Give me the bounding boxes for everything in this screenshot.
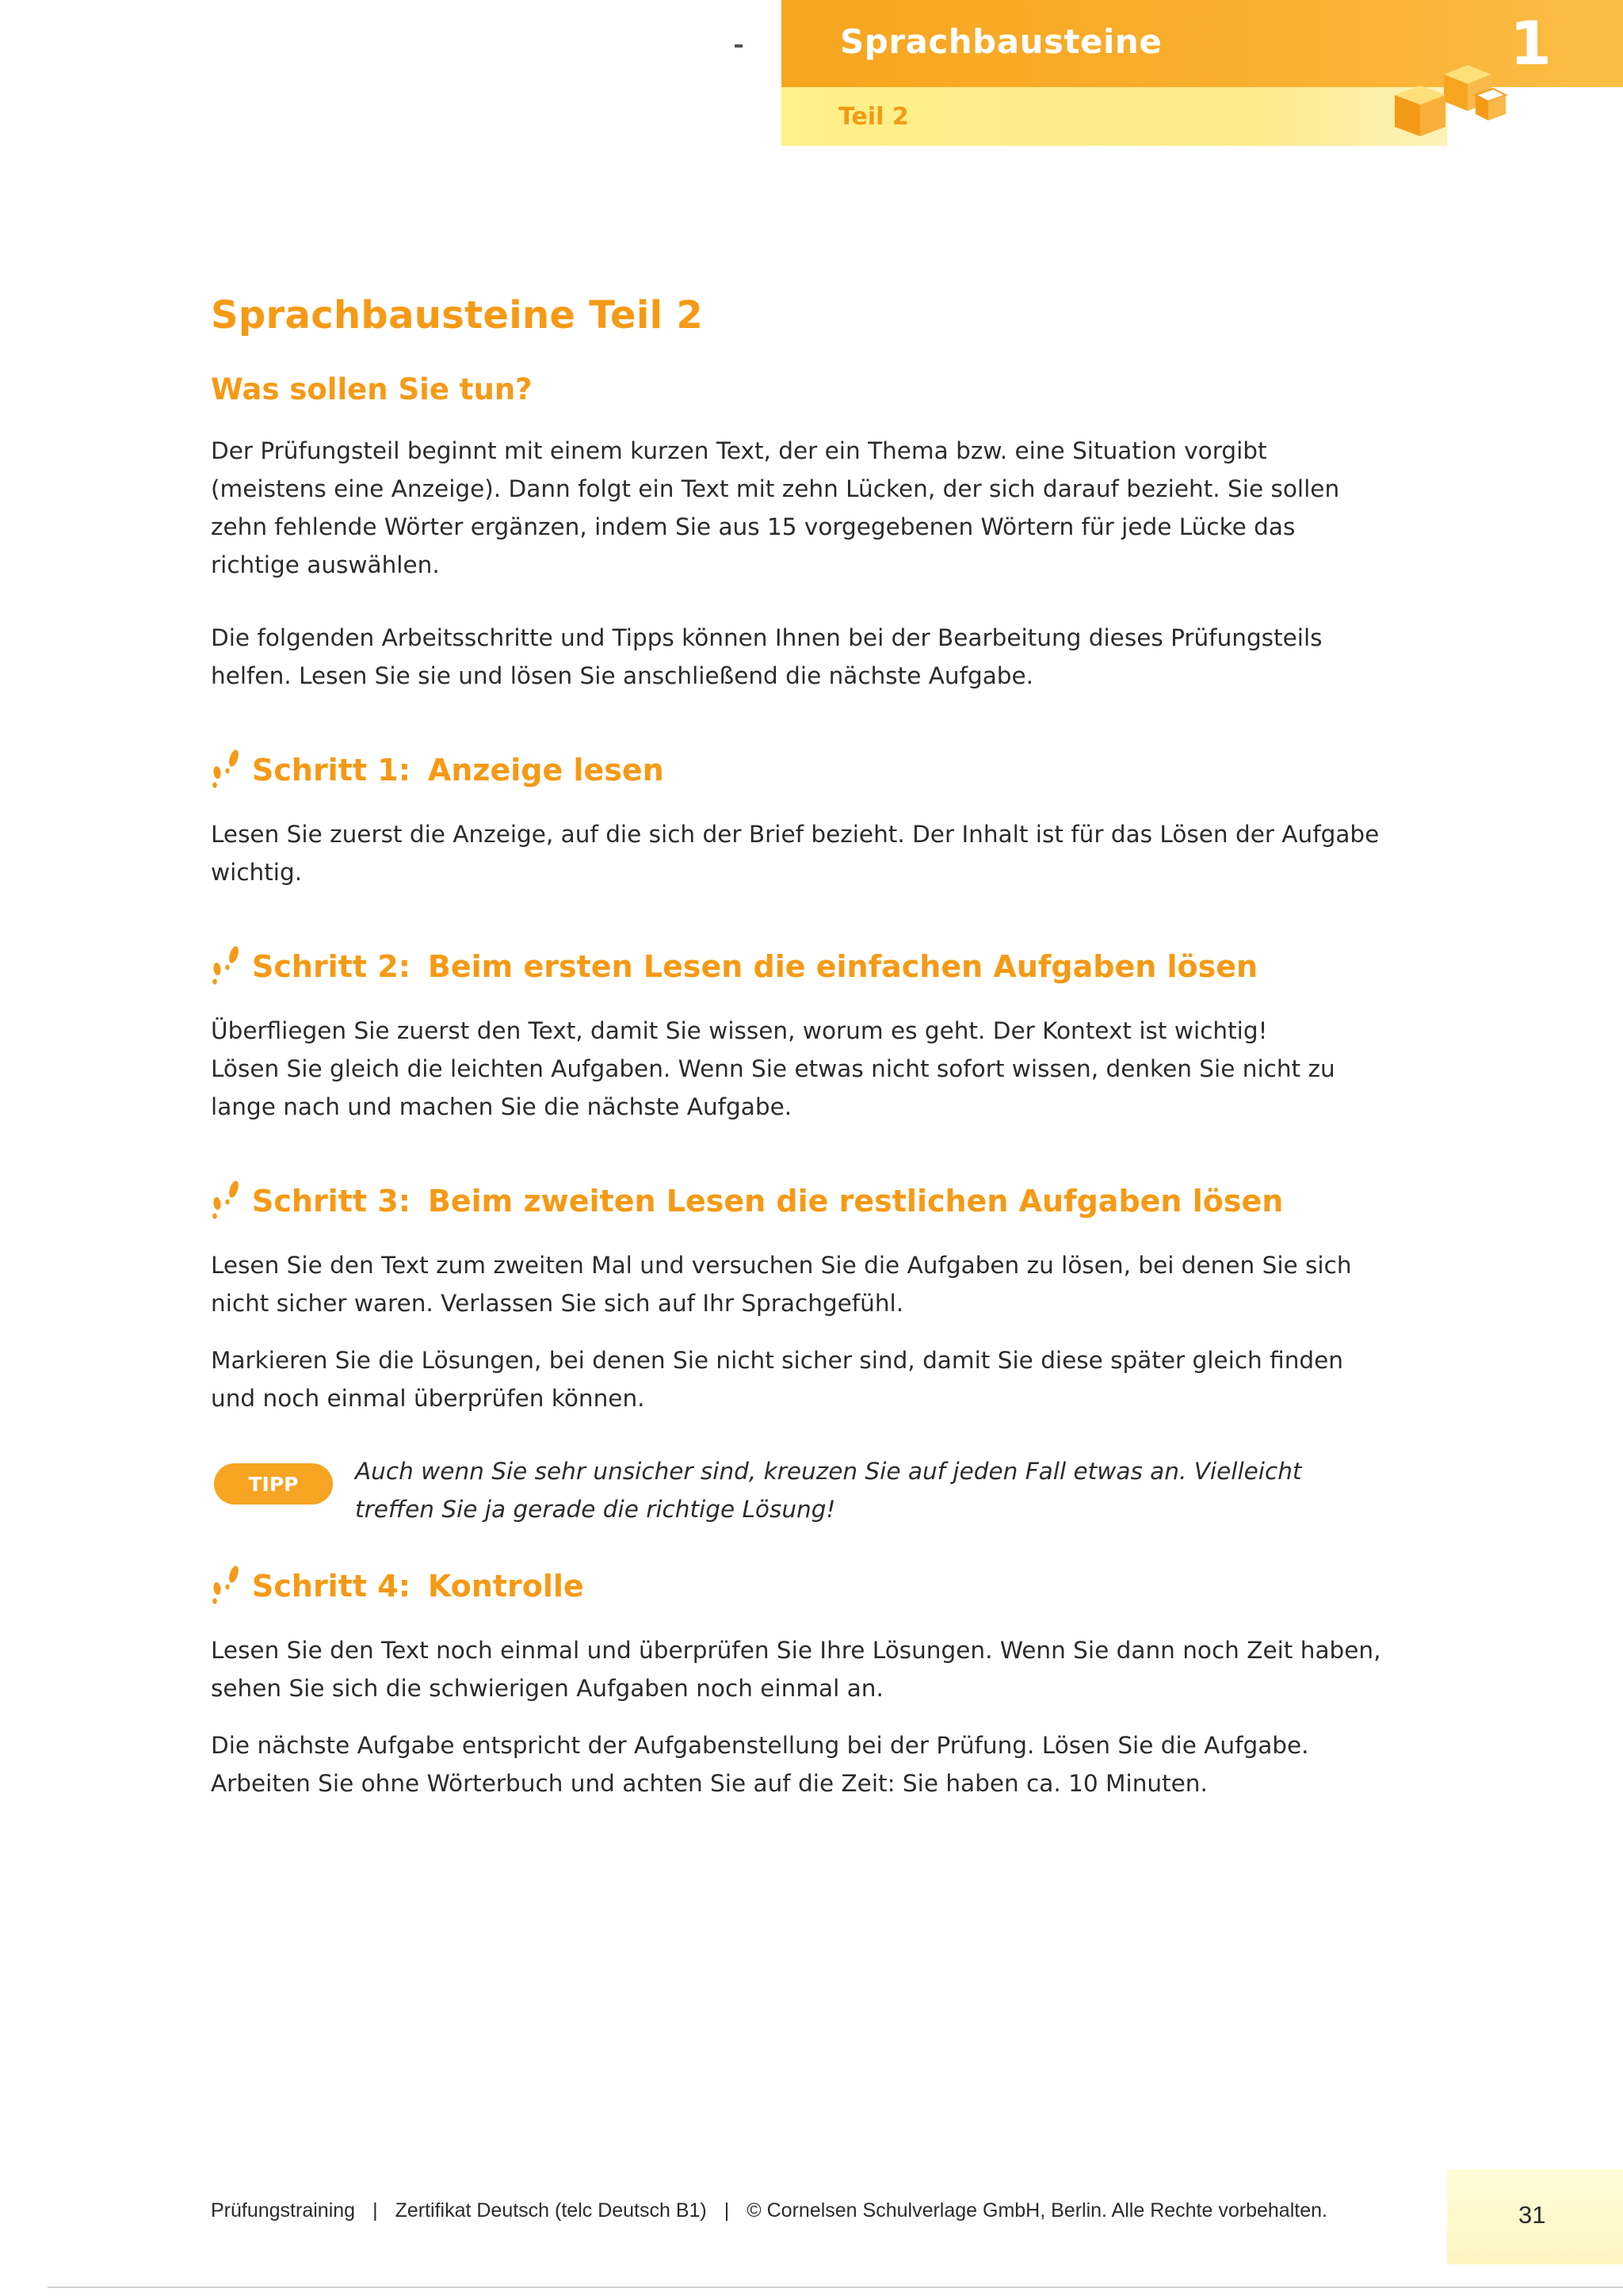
footprints-icon [208,747,246,793]
tip-badge: TIPP [214,1463,333,1505]
footer-exam: Zertifikat Deutsch (telc Deutsch B1) [395,2199,707,2222]
tip-box [214,1452,1384,1528]
step-label [252,753,664,788]
step-paragraph: Lesen Sie den Text noch einmal und überprüfen Sie Ihre Lösungen. Wenn Sie dann noch Zeit haben, sehen Sie sich die schwierigen Aufgaben noch einmal an. [211,1637,1381,1702]
step-paragraph: Lesen Sie den Text zum zweiten Mal und versuchen Sie die Aufgaben zu lösen, bei denen Sie sich nicht sicher waren. Verlassen Sie sich auf Ihr Sprachgefühl. [211,1252,1352,1317]
step-heading [208,747,1384,793]
chapter-number: 1 [1510,8,1552,78]
footer-separator: | [724,2199,730,2222]
footprints-icon [208,1178,246,1224]
intro-paragraph: Die folgenden Arbeitsschritte und Tipps können Ihnen bei der Bearbeitung dieses Prüfungsteils helfen. Lesen Sie sie und lösen Sie anschließend die nächste Aufgabe. [211,624,1323,689]
footer-separator: | [372,2199,378,2222]
step-heading [208,944,1384,990]
footer [211,2199,1327,2222]
section-part: Teil 2 [838,103,909,131]
step-label [252,1184,1283,1219]
page-title: Sprachbausteine Teil 2 [211,293,704,338]
step-title: Anzeige lesen [427,753,664,788]
step-number: Schritt 3: [252,1184,411,1219]
section-title: Sprachbausteine [840,22,1163,61]
step-paragraph: Überfliegen Sie zuerst den Text, damit Sie wissen, worum es geht. Der Kontext ist wichtig! [211,1017,1268,1044]
step-paragraph: Lösen Sie gleich die leichten Aufgaben. Wenn Sie etwas nicht sofort wissen, denken Sie nicht zu lange nach und machen Sie die nächste Aufgabe. [211,1055,1335,1120]
step-paragraph: Die nächste Aufgabe entspricht der Aufgabenstellung bei der Prüfung. Lösen Sie die Aufgabe. Arbeiten Sie ohne Wörterbuch und achten Sie auf die Zeit: Sie haben ca. 10 Minuten. [211,1732,1309,1797]
step-paragraph: Markieren Sie die Lösungen, bei denen Sie nicht sicher sind, damit Sie diese später gleich finden und noch einmal überprüfen können. [211,1347,1343,1412]
step-number: Schritt 4: [252,1569,411,1604]
main-content [211,293,1384,1802]
step-title: Beim ersten Lesen die einfachen Aufgaben lösen [427,949,1258,984]
bottom-rule [48,2286,1623,2288]
footprints-icon [208,944,246,990]
intro-paragraph: Der Prüfungsteil beginnt mit einem kurzen Text, der ein Thema bzw. eine Situation vorgibt (meistens eine Anzeige). Dann folgt ein Text mit zehn Lücken, der sich darauf bezieht. Sie sollen zehn fehlende Wörter ergänzen, indem Sie aus 15 vorgegebenen Wörtern für jede Lücke das richtige auswählen. [211,437,1340,578]
footprints-icon [208,1563,246,1609]
step-number: Schritt 2: [252,949,411,984]
cubes-icon [1388,57,1507,144]
footer-series: Prüfungstraining [211,2199,356,2222]
scan-mark [735,44,743,48]
step-number: Schritt 1: [252,753,411,788]
step-title: Beim zweiten Lesen die restlichen Aufgaben lösen [427,1184,1284,1219]
step-heading [208,1563,1384,1609]
step-paragraph: Lesen Sie zuerst die Anzeige, auf die sich der Brief bezieht. Der Inhalt ist für das Lösen der Aufgabe wichtig. [211,821,1380,886]
step-title: Kontrolle [427,1569,584,1604]
step-heading [208,1178,1384,1224]
task-heading: Was sollen Sie tun? [211,372,533,406]
tip-text: Auch wenn Sie sehr unsicher sind, kreuzen Sie auf jeden Fall etwas an. Vielleicht treffen Sie ja gerade die richtige Lösung! [355,1458,1302,1523]
footer-copyright: © Cornelsen Schulverlage GmbH, Berlin. Alle Rechte vorbehalten. [747,2199,1327,2222]
step-label [252,1569,584,1604]
page-number: 31 [1518,2201,1546,2229]
step-label [252,949,1258,984]
